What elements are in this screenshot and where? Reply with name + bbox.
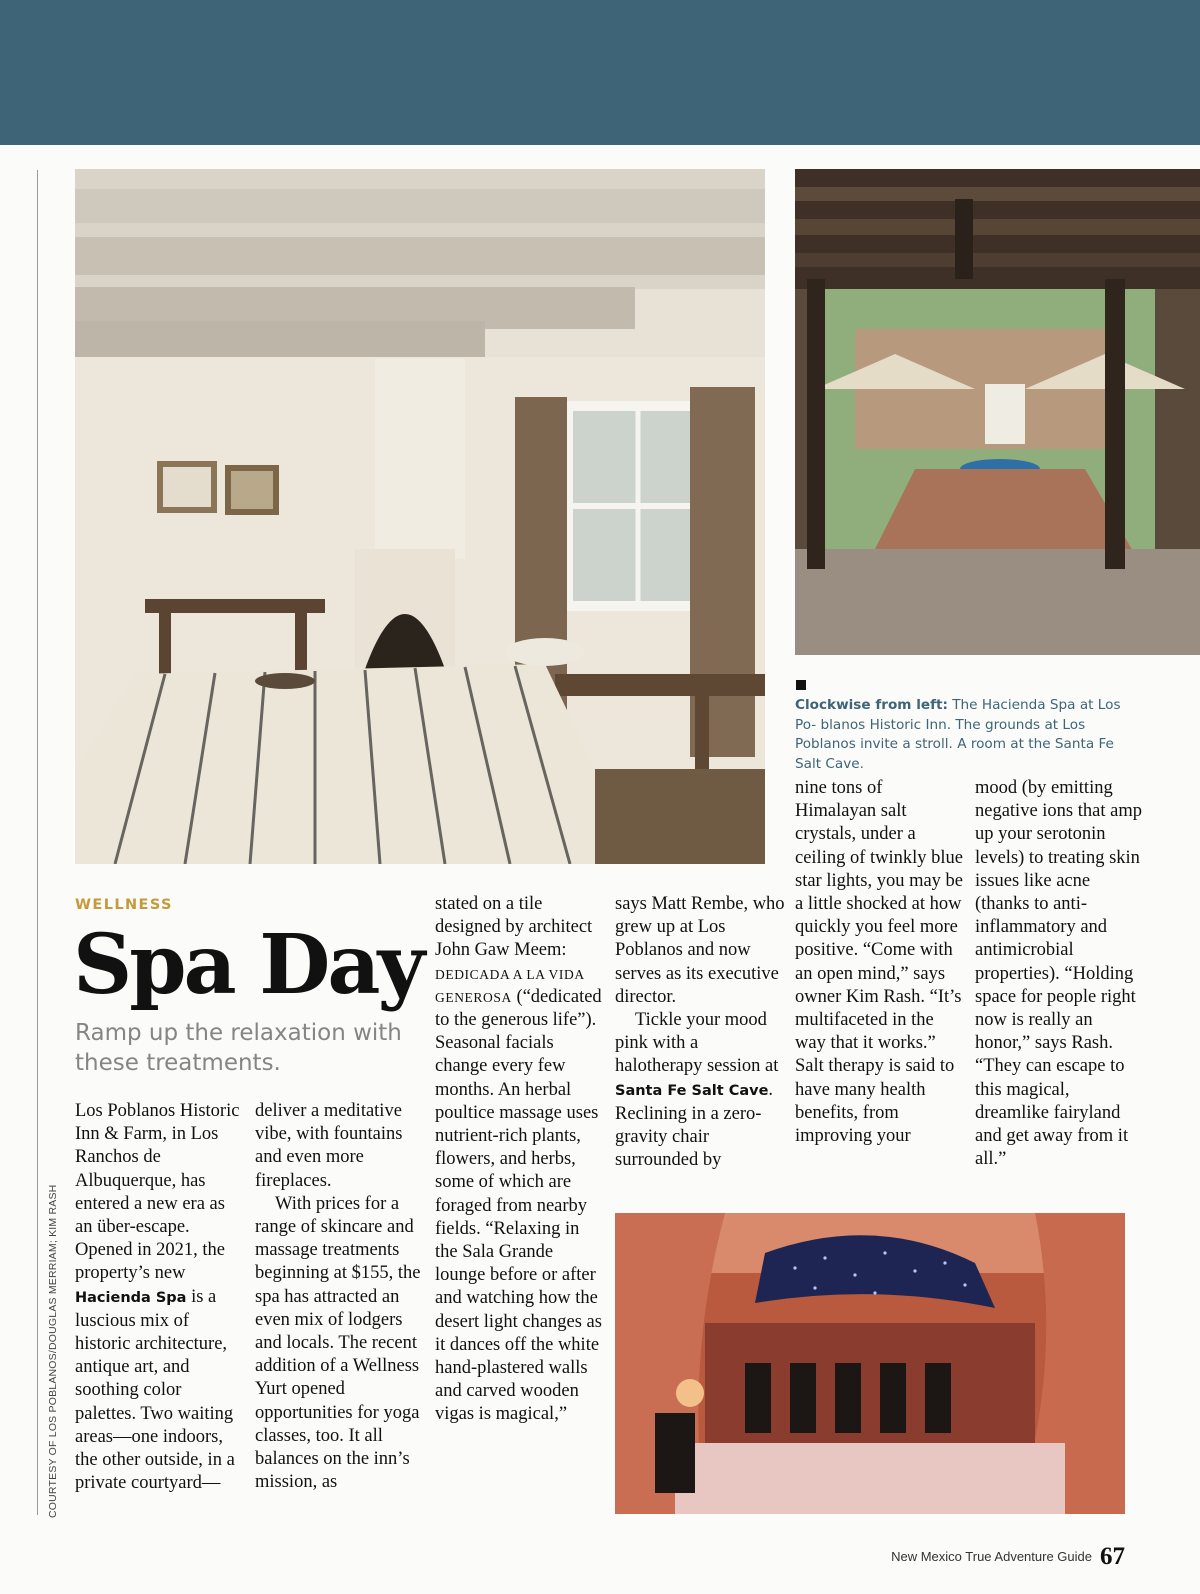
credit-rule bbox=[37, 170, 38, 1515]
caption-marker bbox=[796, 680, 806, 690]
bold-venue: Hacienda Spa bbox=[75, 1289, 187, 1306]
section-label: WELLNESS bbox=[75, 897, 173, 913]
body-column-5 bbox=[795, 777, 965, 1148]
body-text: stated on a tile designed by architect John Gaw Meem: bbox=[435, 894, 593, 961]
caption-text: The Hacienda Spa at Los Po- blanos Historic Inn. The grounds at Los Poblanos invite a stroll. A room at the Santa Fe Salt Cave. bbox=[795, 697, 1121, 772]
body-paragraph: deliver a meditative vibe, with fountains and even more fireplaces. bbox=[255, 1101, 403, 1191]
body-text: Los Poblanos Historic Inn & Farm, in Los Ranchos de Albuquerque, has entered a new era as an über-escape. Opened in 2021, the property’s new bbox=[75, 1101, 240, 1284]
body-column-4 bbox=[615, 893, 785, 1172]
caption-lead: Clockwise from left: bbox=[795, 697, 948, 713]
body-text: Tickle your mood pink with a halotherapy session at bbox=[615, 1010, 779, 1077]
body-text: (“dedicated to the generous life”). Seasonal facials change every few months. An herbal poultice massage uses nutrient-rich plants, flowers, and herbs, some of which are foraged from nearby fields. “Relaxing in the Sala Grande lounge before or after and watching how the desert light changes as it dances off the white hand-plastered walls and carved wooden vigas is magical,” bbox=[435, 986, 602, 1425]
photo-credit: COURTESY OF LOS POBLANOS/DOUGLAS MERRIAM; KIM RASH bbox=[47, 1184, 59, 1518]
page-footer bbox=[891, 1543, 1125, 1571]
body-paragraph: nine tons of Himalayan salt crystals, under a ceiling of twinkly blue star lights, you may be a little shocked at how quickly you feel more positive. “Come with an open mind,” says owner Kim Rash. “It’s multifaceted in the way that it works.” Salt therapy is said to have many health benefits, from improving your bbox=[795, 778, 964, 1147]
body-column-6 bbox=[975, 777, 1145, 1171]
body-text: is a luscious mix of historic architecture, antique art, and soothing color palettes. Two waiting areas—one indoors, the other outside, in a private courtyard— bbox=[75, 1286, 235, 1494]
bold-venue: Santa Fe Salt Cave bbox=[615, 1082, 769, 1099]
body-column-1 bbox=[75, 1100, 245, 1495]
body-paragraph: With prices for a range of skincare and massage treatments beginning at $155, the spa has attracted an even mix of lodgers and locals. The recent addition of a Wellness Yurt opened opportunities for yoga classes, too. It all balances on the inn’s mission, as bbox=[255, 1193, 421, 1493]
photo-hacienda-spa-room bbox=[75, 169, 765, 864]
body-column-2 bbox=[255, 1100, 425, 1494]
publication-name: New Mexico True Adventure Guide bbox=[891, 1549, 1092, 1564]
top-color-band bbox=[0, 0, 1200, 145]
body-paragraph: says Matt Rembe, who grew up at Los Poblanos and now serves as its executive director. bbox=[615, 894, 785, 1007]
deck: Ramp up the relaxation with these treatments. bbox=[75, 1020, 402, 1076]
page-number: 67 bbox=[1100, 1543, 1125, 1570]
photo-santa-fe-salt-cave bbox=[615, 1213, 1125, 1514]
headline: Spa Day bbox=[73, 917, 423, 1013]
tile-inscription: DEDICADA A LA VIDA GENEROSA bbox=[435, 966, 584, 1005]
photo-los-poblanos-courtyard bbox=[795, 169, 1200, 655]
body-text: . Reclining in a zero-gravity chair surrounded by bbox=[615, 1079, 774, 1171]
photo-caption bbox=[795, 696, 1135, 774]
body-paragraph: mood (by emitting negative ions that amp up your serotonin levels) to treating skin issues like acne (thanks to anti-inflammatory and antimicrobial properties). “Holding space for people right now is really an honor,” says Rash. “They can escape to this magical, dreamlike fairyland and get away from it all.” bbox=[975, 778, 1142, 1170]
body-column-3 bbox=[435, 893, 605, 1427]
